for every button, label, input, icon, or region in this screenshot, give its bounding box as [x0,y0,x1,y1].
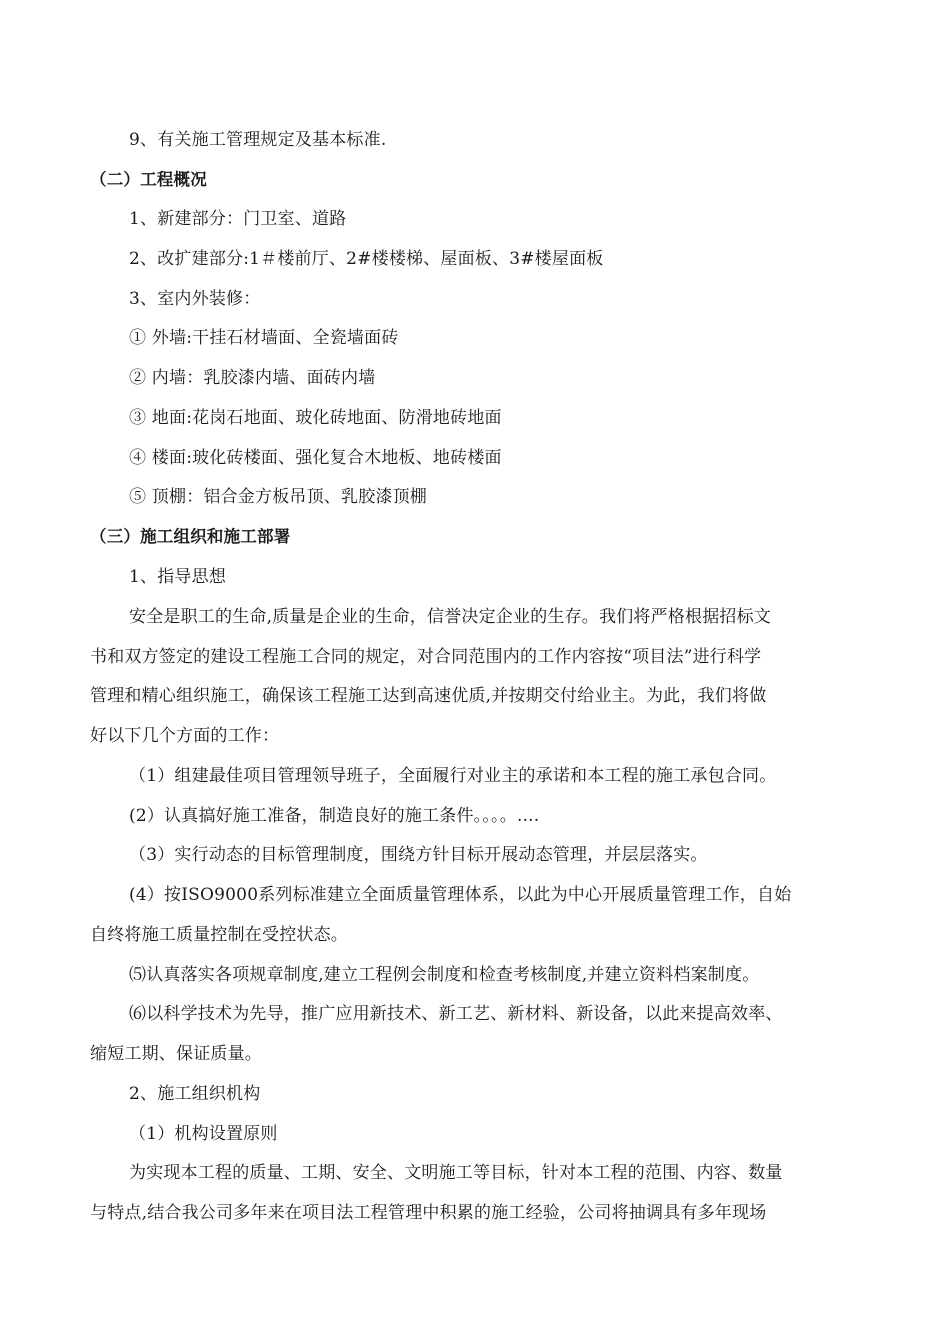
list-item-9: 9、有关施工管理规定及基本标准. [129,130,387,150]
subsubsection-heading: （1）机构设置原则 [129,1124,278,1144]
paragraph-line: 为实现本工程的质量、工期、安全、文明施工等目标，针对本工程的范围、内容、数量 [129,1163,783,1183]
finish-item-5: ⑤ 顶棚：铝合金方板吊顶、乳胶漆顶棚 [129,487,428,507]
overview-item-1: 1、新建部分：门卫室、道路 [129,209,347,229]
work-item-5: ⑸认真落实各项规章制度,建立工程例会制度和检查考核制度,并建立资料档案制度。 [129,965,760,985]
finish-item-1: ① 外墙:干挂石材墙面、全瓷墙面砖 [129,328,399,348]
subsection-heading-2: 2、施工组织机构 [129,1084,261,1104]
subsection-heading-1: 1、指导思想 [129,567,227,587]
paragraph-line: 与特点,结合我公司多年来在项目法工程管理中积累的施工经验，公司将抽调具有多年现场 [90,1203,767,1223]
finish-item-2: ② 内墙：乳胶漆内墙、面砖内墙 [129,368,376,388]
finish-item-4: ④ 楼面:玻化砖楼面、强化复合木地板、地砖楼面 [129,448,502,468]
paragraph-line: 管理和精心组织施工，确保该工程施工达到高速优质,并按期交付给业主。为此，我们将做 [90,686,767,706]
work-item-2: (2）认真搞好施工准备，制造良好的施工条件。。。。.... [129,806,540,826]
paragraph-line: 书和双方签定的建设工程施工合同的规定，对合同范围内的工作内容按“项目法”进行科学 [90,647,762,667]
overview-item-2: 2、改扩建部分:1＃楼前厅、2#楼楼梯、屋面板、3#楼屋面板 [129,249,604,269]
section-heading-3: （三）施工组织和施工部署 [90,527,291,546]
work-item-1: （1）组建最佳项目管理领导班子，全面履行对业主的承诺和本工程的施工承包合同。 [129,766,777,786]
paragraph-line: 安全是职工的生命,质量是企业的生命，信誉决定企业的生存。我们将严格根据招标文 [129,607,772,627]
section-heading-2: （二）工程概况 [90,170,207,189]
work-item-4: (4）按ISO9000系列标准建立全面质量管理体系，以此为中心开展质量管理工作，自始 [129,885,792,905]
work-item-6-cont: 缩短工期、保证质量。 [90,1044,262,1064]
work-item-4-cont: 自终将施工质量控制在受控状态。 [90,925,348,945]
work-item-6: ⑹以科学技术为先导，推广应用新技术、新工艺、新材料、新设备，以此来提高效率、 [129,1004,783,1024]
overview-item-3: 3、室内外装修： [129,289,261,309]
finish-item-3: ③ 地面:花岗石地面、玻化砖地面、防滑地砖地面 [129,408,502,428]
paragraph-line: 好以下几个方面的工作： [90,726,280,746]
work-item-3: （3）实行动态的目标管理制度，围绕方针目标开展动态管理，并层层落实。 [129,845,708,865]
